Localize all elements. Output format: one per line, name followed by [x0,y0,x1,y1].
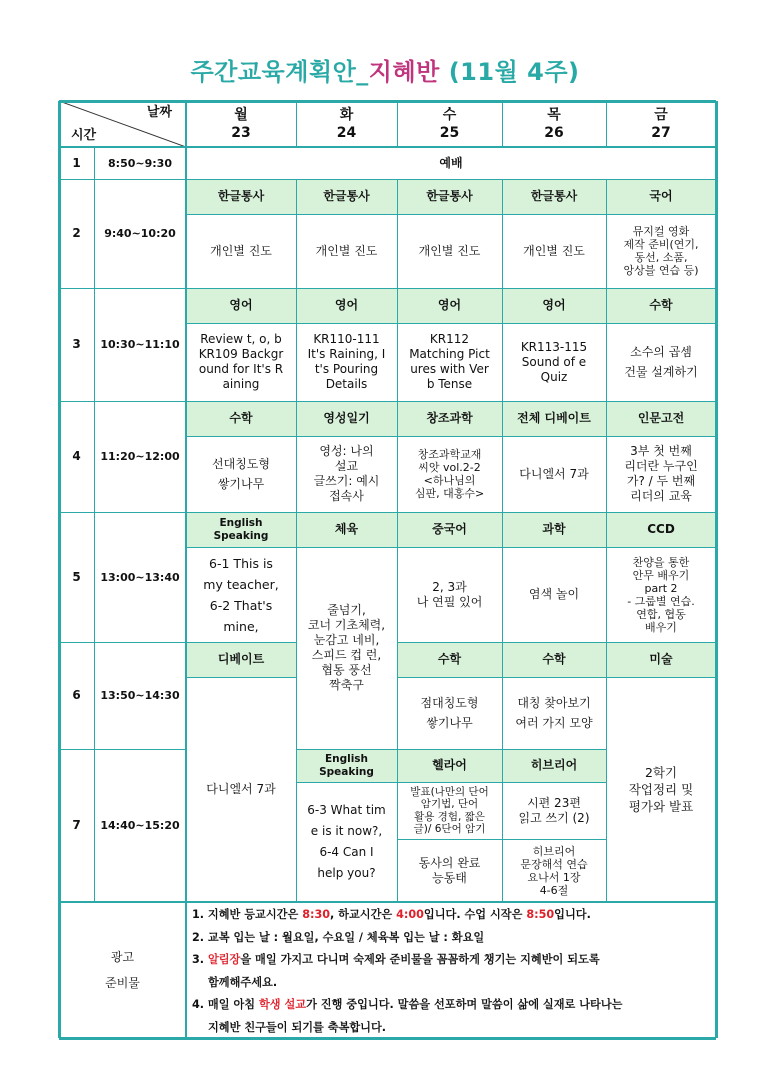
notice-3: 3. 알림장을 매일 가지고 다니며 숙제와 준비물을 꼼꼼하게 챙기는 지혜반이 되도록 [192,953,600,966]
grid-line [397,179,398,902]
period-no: 3 [72,337,81,351]
content-cell: 3부 첫 번째 리더란 누구인 가? / 두 번째 리더의 교육 [624,444,698,503]
grid-line [606,179,607,902]
subject-cell: 디베이트 [186,642,296,677]
subject-cell: 미술 [606,642,716,677]
period-no: 6 [72,688,81,702]
subject-cell: 한글통사 [186,179,296,214]
grid-line [185,101,187,1038]
grid-line [296,101,297,147]
content-cell: 2학기 작업정리 및 평가와 발표 [628,765,694,814]
grid-line [296,179,297,902]
content-cell: 히브리어 문장해석 연습 요나서 1장 4-6절 [520,844,588,897]
subject-cell: CCD [606,512,716,547]
period-no: 7 [72,818,81,832]
content-cell: 발표(나만의 단어 암기법, 단어 활용 경험, 짧은 글)/ 6단어 암기 [410,785,489,835]
content-cell: KR112 Matching Pict ures with Ver b Tense [409,332,490,391]
grid-line [397,101,398,147]
grid-line [59,146,716,148]
content-cell: 찬양을 통한 안무 배우기 part 2 - 그룹별 연습. 연합, 협동 배우기 [627,555,695,634]
subject-cell: 영성일기 [296,401,397,436]
grid-line [397,642,716,643]
subject-cell: 히브리어 [502,749,606,782]
grid-line [59,100,716,103]
content-cell: 창조과학교재 씨앗 vol.2-2 <하나님의 심판, 대홍수> [414,448,485,500]
grid-line [59,288,716,289]
grid-line [296,782,606,783]
subject-cell: 영어 [502,288,606,323]
grid-line [186,547,716,548]
subject-cell: 영어 [296,288,397,323]
subject-cell: 한글통사 [296,179,397,214]
subject-cell: 전체 디베이트 [502,401,606,436]
content-cell: 개인별 진도 [523,243,585,258]
subject-cell: 한글통사 [502,179,606,214]
day-mon: 월 23 [231,107,251,141]
grid-line [502,179,503,902]
subject-cell: 수학 [606,288,716,323]
content-cell: 다니엘서 7과 [519,466,589,481]
content-cell: 6-1 This is my teacher, 6-2 That's mine, [203,555,279,634]
day-thu: 목 26 [544,107,564,141]
content-cell: 영성: 나의 설교 글쓰기: 예시 접속사 [313,444,380,503]
period-time: 14:40~15:20 [100,819,180,832]
content-cell: KR110-111 It's Raining, I t's Pouring Details [307,332,386,391]
period-time: 13:50~14:30 [100,689,180,702]
period-no: 4 [72,449,81,463]
content-cell: 개인별 진도 [210,243,272,258]
grid-line [94,749,186,750]
day-fri: 금 27 [651,107,671,141]
grid-line [606,101,607,147]
content-cell: 염색 놀이 [528,587,580,601]
content-cell: KR113-115 Sound of e Quiz [520,339,588,384]
content-cell: 뮤지컬 영화 제작 준비(연기, 동선, 소품, 앙상블 연습 등) [623,225,699,277]
subject-cell: 영어 [186,288,296,323]
content-cell: 다니엘서 7과 [206,782,276,796]
notice-1: 1. 지혜반 등교시간은 8:30, 하교시간은 4:00입니다. 수업 시작은 8:50입니다. [192,908,591,921]
grid-line [296,749,606,750]
subject-cell: English Speaking [186,512,296,547]
grid-line [186,677,296,678]
period-time: 9:40~10:20 [104,227,176,240]
period-no: 2 [72,226,81,240]
grid-line [59,179,716,180]
subject-cell: 수학 [502,642,606,677]
content-cell: 시편 23편 읽고 쓰기 (2) [518,795,590,825]
grid-line [186,323,716,324]
subject-cell: 중국어 [397,512,502,547]
notice-2: 2. 교복 입는 날 : 월요일, 수요일 / 체육복 입는 날 : 화요일 [192,930,485,944]
grid-line [59,401,716,402]
notice-3-cont: 함께해주세요. [208,975,278,989]
content-cell: 소수의 곱셈 건물 설계하기 [624,345,698,379]
grid-line [58,101,61,1038]
time-label: 시간 [71,128,97,143]
period-time: 10:30~11:10 [100,338,180,351]
content-cell: 개인별 진도 [418,243,481,258]
date-label: 날짜 [146,105,172,120]
subject-cell: 수학 [186,401,296,436]
period-time: 11:20~12:00 [100,450,180,463]
header-corner [59,101,186,147]
subject-cell: 헬라어 [397,749,502,782]
content-cell: 동사의 완료 능동태 [418,855,481,885]
subject-cell: 한글통사 [397,179,502,214]
grid-line [59,512,716,513]
subject-cell: 창조과학 [397,401,502,436]
content-cell: 선대칭도형 쌓기나무 [212,457,270,491]
period-time: 8:50~9:30 [108,156,172,170]
content-cell: 6-3 What tim e is it now?, 6-4 Can I help you? [307,803,386,880]
period-no: 1 [72,155,81,170]
notices-body [186,902,716,1038]
day-tue: 화 24 [336,107,357,141]
page-title: 주간교육계획안_지혜반 (11월 4주) [190,58,580,86]
subject-cell: 인문고전 [606,401,716,436]
period-no: 5 [72,569,81,584]
notices-label: 광고 준비물 [105,950,140,990]
subject-cell: English Speaking [296,749,397,782]
grid-line [59,749,94,750]
grid-line [186,214,716,215]
notice-4-cont: 지혜반 친구들이 되기를 축복합니다. [208,1020,387,1034]
worship-cell: 예배 [439,155,463,170]
grid-line [59,901,716,903]
grid-line [715,101,718,1038]
day-wed: 수 25 [439,107,460,141]
content-cell: 대칭 찾아보기 여러 가지 모양 [515,696,593,730]
grid-line [186,436,716,437]
content-cell: 줄넘기, 코너 기초체력, 눈감고 네비, 스피드 컵 런, 협동 풍선 짝축구 [307,603,386,692]
subject-cell: 영어 [397,288,502,323]
subject-cell: 수학 [397,642,502,677]
content-cell: Review t, o, b KR109 Backgr ound for It's R aining [198,332,284,391]
content-cell: 점대칭도형 쌓기나무 [420,696,479,730]
grid-line [59,1037,716,1040]
content-cell: 개인별 진도 [315,243,378,258]
period-time: 13:00~13:40 [100,570,180,584]
subject-cell: 과학 [502,512,606,547]
subject-cell: 체육 [296,512,397,547]
content-cell: 2, 3과 나 연필 있어 [416,579,483,609]
subject-cell: 국어 [606,179,716,214]
grid-line [94,147,95,902]
grid-line [397,677,716,678]
grid-line [502,101,503,147]
notice-4: 4. 매일 아침 학생 설교가 진행 중입니다. 말씀을 선포하며 말씀이 삶에 실재로 나타나는 [192,998,623,1011]
class-name: 지혜반 [368,58,440,86]
